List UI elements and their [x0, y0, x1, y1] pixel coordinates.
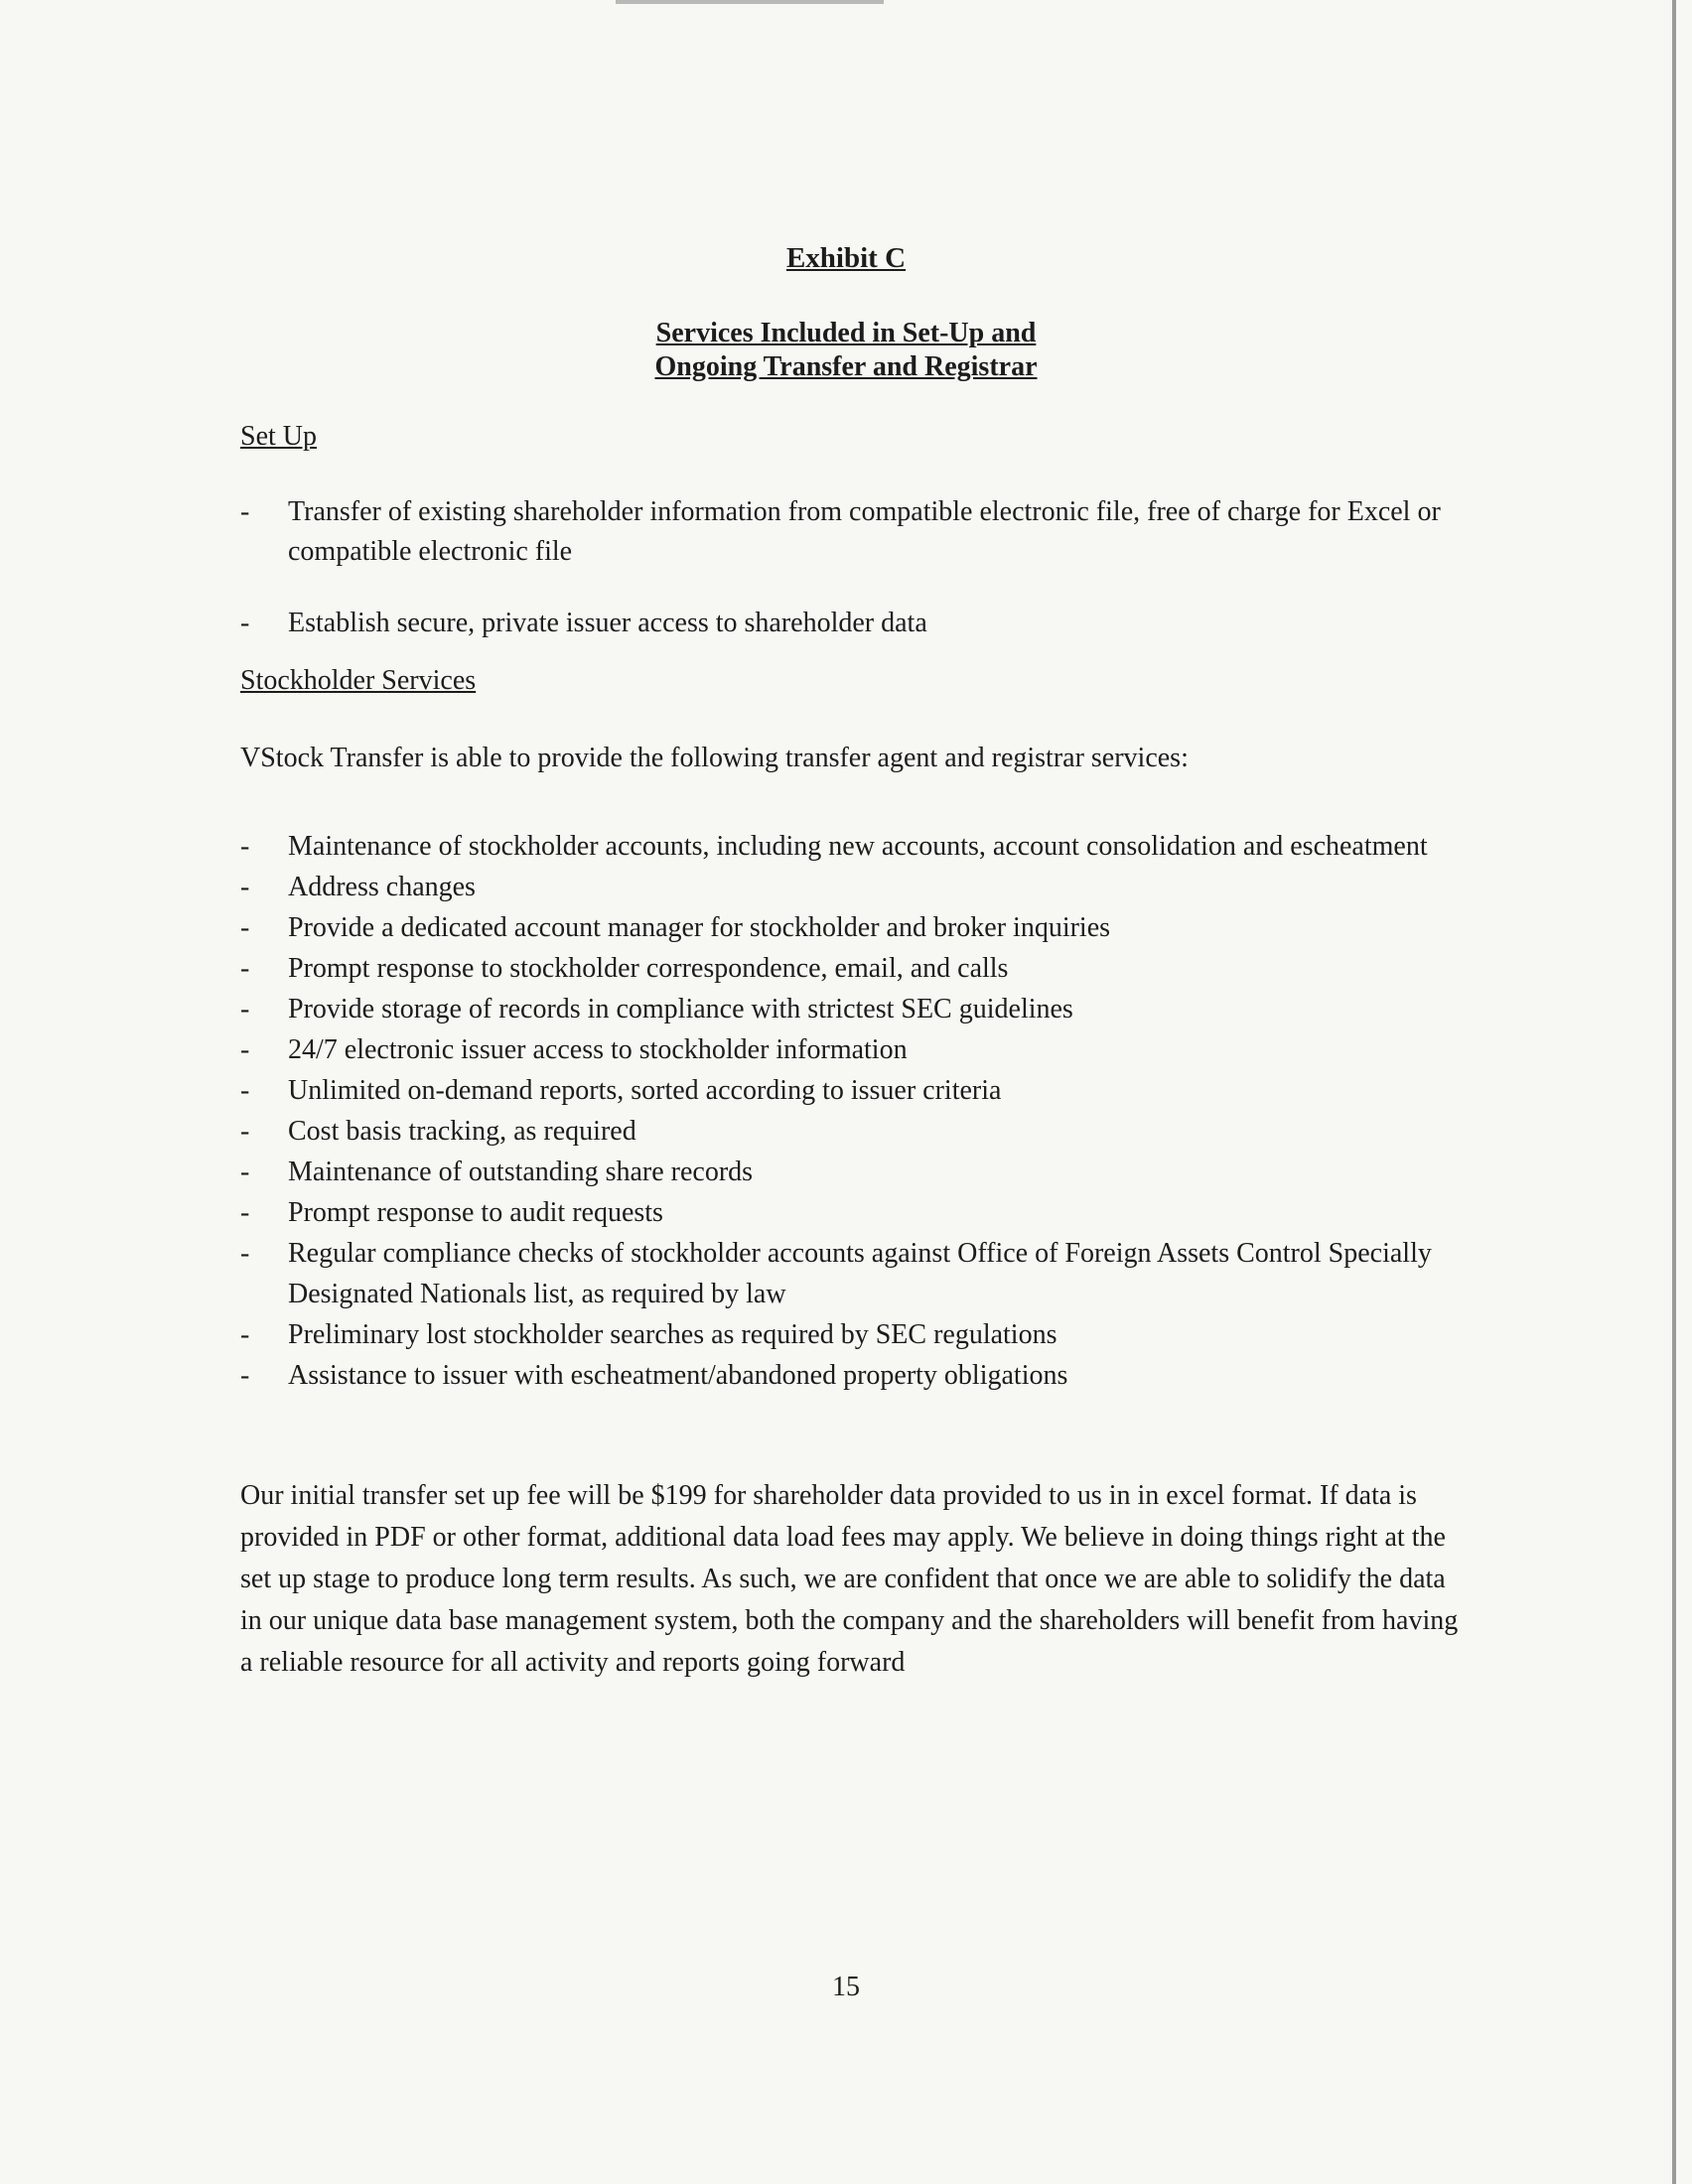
subtitle-line-1: Services Included in Set-Up and: [655, 318, 1037, 348]
list-item: [240, 1152, 1491, 1192]
bullet-dash: -: [240, 831, 250, 862]
services-intro: VStock Transfer is able to provide the following transfer agent and registrar services:: [240, 743, 1189, 773]
bullet-dash: -: [240, 994, 250, 1024]
bullet-dash: -: [240, 1197, 250, 1228]
setup-section-label: Set Up: [240, 421, 317, 452]
bullet-dash: -: [240, 912, 250, 943]
list-item-text: Provide a dedicated account manager for stockholder and broker inquiries: [288, 912, 1111, 943]
list-item-text: 24/7 electronic issuer access to stockholder information: [288, 1034, 908, 1065]
stockholder-services-label: Stockholder Services: [240, 665, 477, 696]
setup-item-text: Establish secure, private issuer access to shareholder data: [288, 608, 927, 638]
setup-item: [240, 492, 1491, 572]
scan-top-mark: [616, 0, 884, 4]
list-item-text: Address changes: [288, 872, 476, 902]
list-item: [240, 1355, 1491, 1396]
list-item: [240, 907, 1491, 948]
list-item: [240, 826, 1491, 867]
services-list: [240, 826, 1491, 1396]
list-item-text: Prompt response to audit requests: [288, 1197, 663, 1228]
bullet-dash: -: [240, 1319, 250, 1350]
list-item-text: Unlimited on-demand reports, sorted according to issuer criteria: [288, 1075, 1002, 1106]
bullet-dash: -: [240, 1075, 250, 1106]
list-item-text: Preliminary lost stockholder searches as required by SEC regulations: [288, 1319, 1058, 1350]
list-item-text: Maintenance of stockholder accounts, including new accounts, account consolidation and escheatment: [288, 831, 1428, 862]
list-item: [240, 1233, 1491, 1314]
list-item-text: Assistance to issuer with escheatment/abandoned property obligations: [288, 1360, 1068, 1391]
list-item: [240, 1111, 1491, 1152]
setup-item: [240, 604, 1491, 643]
list-item-text: Regular compliance checks of stockholder accounts against Office of Foreign Assets Control Specially Designated Nationals list, as required by law: [288, 1238, 1432, 1309]
list-item: [240, 1029, 1491, 1070]
subtitle-line-2: Ongoing Transfer and Registrar: [654, 351, 1038, 382]
bullet-dash: -: [240, 953, 250, 984]
list-item-text: Cost basis tracking, as required: [288, 1116, 636, 1147]
bullet-dash: -: [240, 1157, 250, 1187]
bullet-dash: -: [240, 608, 250, 638]
bullet-dash: -: [240, 1116, 250, 1147]
list-item: [240, 948, 1491, 989]
list-item: [240, 1070, 1491, 1111]
list-item-text: Maintenance of outstanding share records: [288, 1157, 754, 1187]
list-item-text: Provide storage of records in compliance with strictest SEC guidelines: [288, 994, 1073, 1024]
bullet-dash: -: [240, 872, 250, 902]
bullet-dash: -: [240, 1360, 250, 1391]
list-item-text: Prompt response to stockholder correspondence, email, and calls: [288, 953, 1009, 984]
list-item: [240, 989, 1491, 1029]
list-item: [240, 1314, 1491, 1355]
closing-paragraph: Our initial transfer set up fee will be $199 for shareholder data provided to us in in excel format. If data is provided in PDF or other format, additional data load fees may apply. We believe in doing things right at the set up stage to produce long term results. As such, we are confident that once we are able to solidify the data in our unique data base management system, both the company and the shareholders will benefit from having a reliable resource for all activity and reports going forward: [240, 1480, 1459, 1678]
list-item: [240, 867, 1491, 907]
bullet-dash: -: [240, 1034, 250, 1065]
setup-item-text: Transfer of existing shareholder information from compatible electronic file, free of charge for Excel or compatible electronic file: [288, 496, 1441, 567]
page-number: 15: [832, 1972, 860, 2002]
exhibit-title: Exhibit C: [785, 242, 907, 274]
bullet-dash: -: [240, 1238, 250, 1269]
bullet-dash: -: [240, 496, 250, 527]
list-item: [240, 1192, 1491, 1233]
